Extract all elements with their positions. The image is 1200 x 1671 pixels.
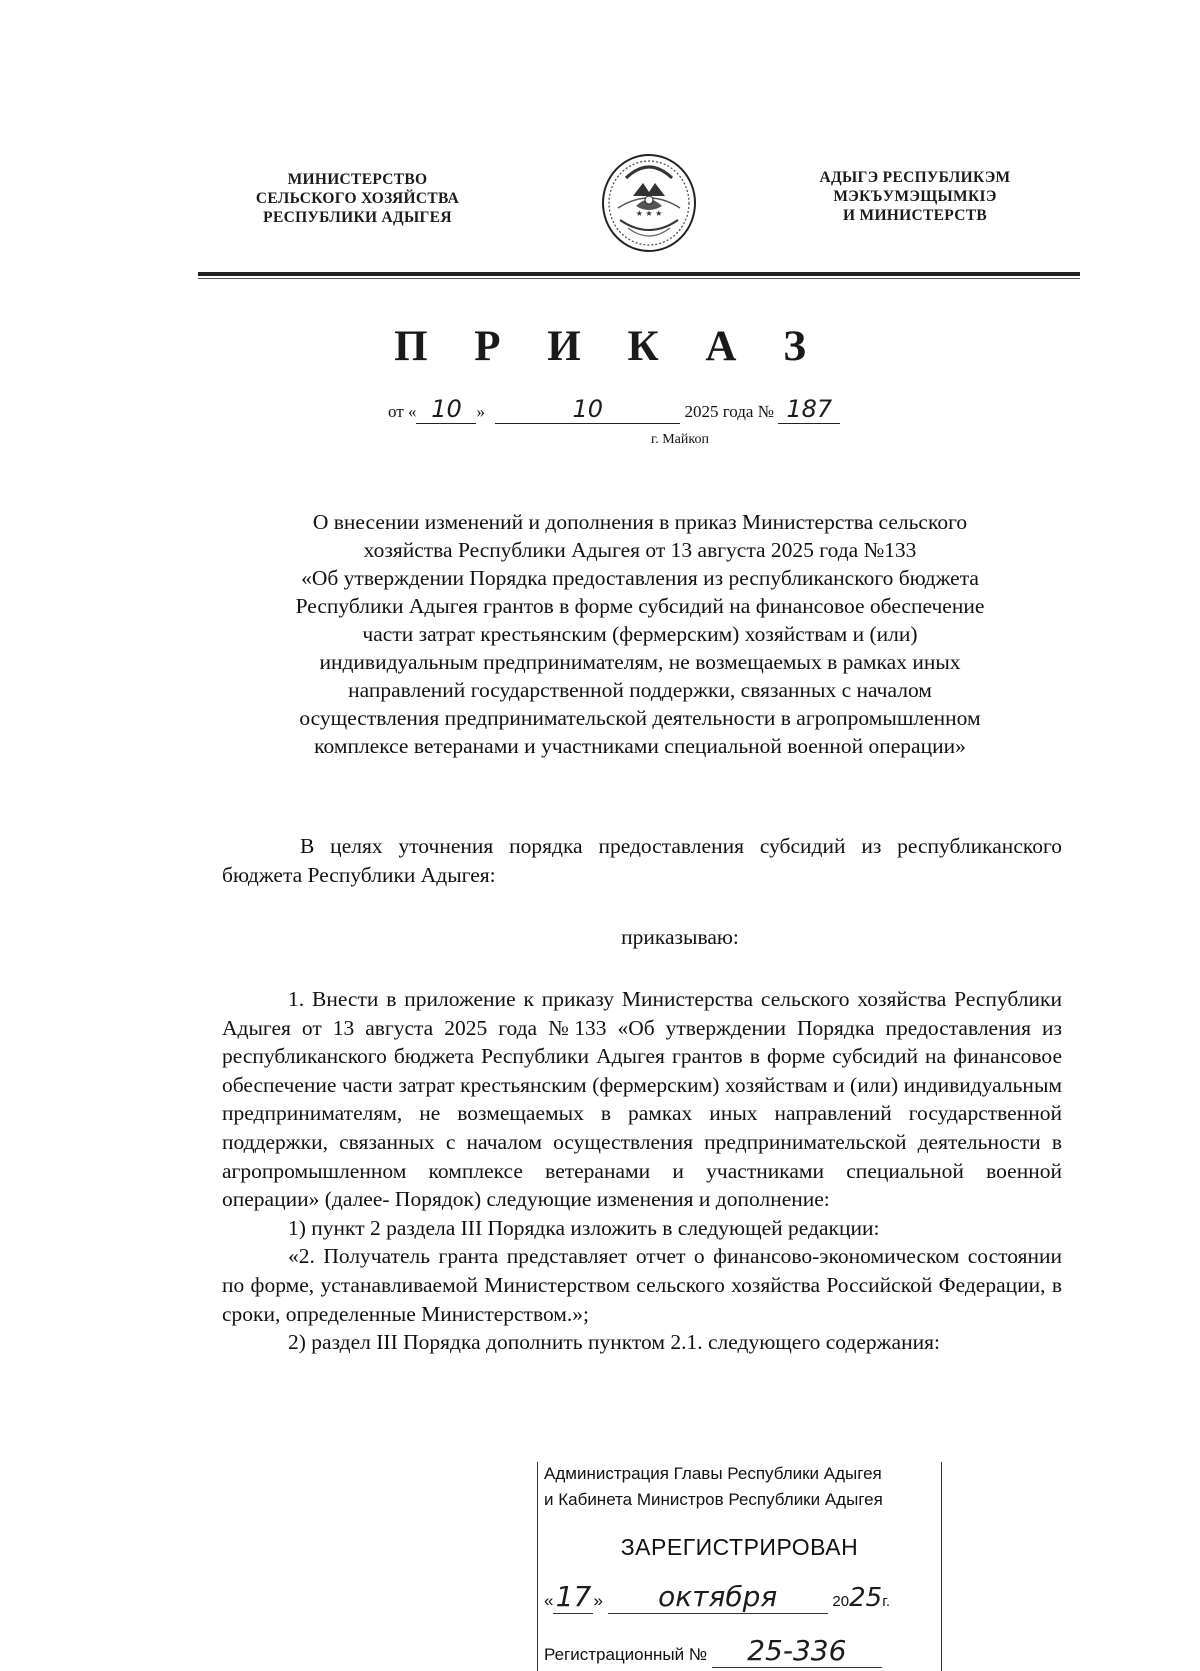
stamp-month: октября <box>608 1580 828 1614</box>
stamp-year-unit: г. <box>882 1593 890 1610</box>
order-day: 10 <box>416 395 476 424</box>
document-title: П Р И К А З <box>394 323 824 370</box>
ministry-name-adyghe <box>790 168 1040 225</box>
order-directive: приказываю: <box>621 925 739 949</box>
order-item-paragraph: 1. Внести в приложение к приказу Министерства сельского хозяйства Республики Адыгея от 13 августа 2025 года №133 «Об утверждении Порядка предоставления из республиканского бюджета Республики Адыгея грантов в форме субсидий на финансовое обеспечение части затрат крестьянским (фермерским) хозяйствам и (или) индивидуальным предпринимателям, не возмещаемых в рамках иных направлений государственной поддержки, связанных с началом осуществления предпринимательской деятельности в агропромышленном комплексе ветеранами и участниками специальной военной операции» (далее- Порядок) следующие изменения и дополнение: <box>222 987 1062 1212</box>
stamp-year-suffix: 25 <box>849 1583 883 1613</box>
svg-text:★ ★ ★: ★ ★ ★ <box>635 209 663 218</box>
order-month: 10 <box>495 395 680 424</box>
header-divider-thick <box>198 272 1080 276</box>
stamp-date <box>544 1580 934 1614</box>
stamp-reg-number: 25-336 <box>712 1634 882 1668</box>
order-number: 187 <box>778 395 840 424</box>
subject-line: части затрат крестьянским (фермерским) хозяйствам и (или) <box>362 622 918 646</box>
order-items <box>222 985 1062 1357</box>
order-year: 2025 года <box>684 402 754 421</box>
date-separator: » <box>476 402 485 421</box>
subject-line: направлений государственной поддержки, связанных с началом <box>348 678 932 702</box>
header-right-line: АДЫГЭ РЕСПУБЛИКЭМ <box>819 169 1011 186</box>
subject-line: индивидуальным предпринимателям, не возмещаемых в рамках иных <box>319 650 961 674</box>
subject-line: «Об утверждении Порядка предоставления из республиканского бюджета <box>301 566 979 590</box>
stamp-open-quote: « <box>544 1591 554 1610</box>
ministry-name-russian <box>225 170 490 227</box>
stamp-status: ЗАРЕГИСТРИРОВАН <box>620 1534 859 1560</box>
preamble-paragraph: В целях уточнения порядка предоставления субсидий из республиканского бюджета Республики Адыгея: <box>222 834 1062 887</box>
stamp-day: 17 <box>553 1580 593 1614</box>
order-subject <box>215 508 1065 760</box>
date-prefix: от « <box>388 402 417 421</box>
stamp-year-prefix: 20 <box>832 1593 850 1610</box>
number-prefix: № <box>757 402 774 421</box>
stamp-authority-line: Администрация Главы Республики Адыгея <box>544 1464 882 1483</box>
coat-of-arms-icon <box>598 148 700 254</box>
order-item-paragraph: 1) пункт 2 раздела III Порядка изложить в следующей редакции: <box>288 1215 880 1240</box>
header-left-line: МИНИСТЕРСТВО <box>287 171 428 188</box>
subject-line: О внесении изменений и дополнения в приказ Министерства сельского <box>312 510 968 534</box>
subject-line: хозяйства Республики Адыгея от 13 августа 2025 года №133 <box>363 538 917 562</box>
header-divider-thin <box>198 278 1080 279</box>
order-item-paragraph: 2) раздел III Порядка дополнить пунктом 2.1. следующего содержания: <box>288 1330 940 1355</box>
subject-line: комплексе ветеранами и участниками специальной военной операции» <box>314 734 966 758</box>
registration-stamp <box>537 1462 942 1671</box>
header-left-line: РЕСПУБЛИКИ АДЫГЕЯ <box>263 209 452 226</box>
order-item-paragraph: «2. Получатель гранта представляет отчет о финансово-экономическом состоянии по форме, устанавливаемой Министерством сельского хозяйства Российской Федерации, в сроки, определенные Министерством.»; <box>222 1244 1062 1326</box>
header-right-line: И МИНИСТЕРСТВ <box>842 207 988 224</box>
stamp-close-quote: » <box>593 1591 603 1610</box>
subject-line: Республики Адыгея грантов в форме субсидий на финансовое обеспечение <box>295 594 985 618</box>
stamp-registration <box>544 1634 882 1668</box>
order-date-line <box>388 395 948 425</box>
subject-line: осуществления предпринимательской деятельности в агропромышленном <box>299 706 981 730</box>
order-city: г. Майкоп <box>651 432 709 447</box>
stamp-authority-line: и Кабинета Министров Республики Адыгея <box>544 1490 883 1509</box>
header-right-line: МЭКЪУМЭЩЫМКIЭ <box>833 188 997 205</box>
header-left-line: СЕЛЬСКОГО ХОЗЯЙСТВА <box>255 190 460 207</box>
stamp-reg-label: Регистрационный № <box>544 1645 708 1664</box>
